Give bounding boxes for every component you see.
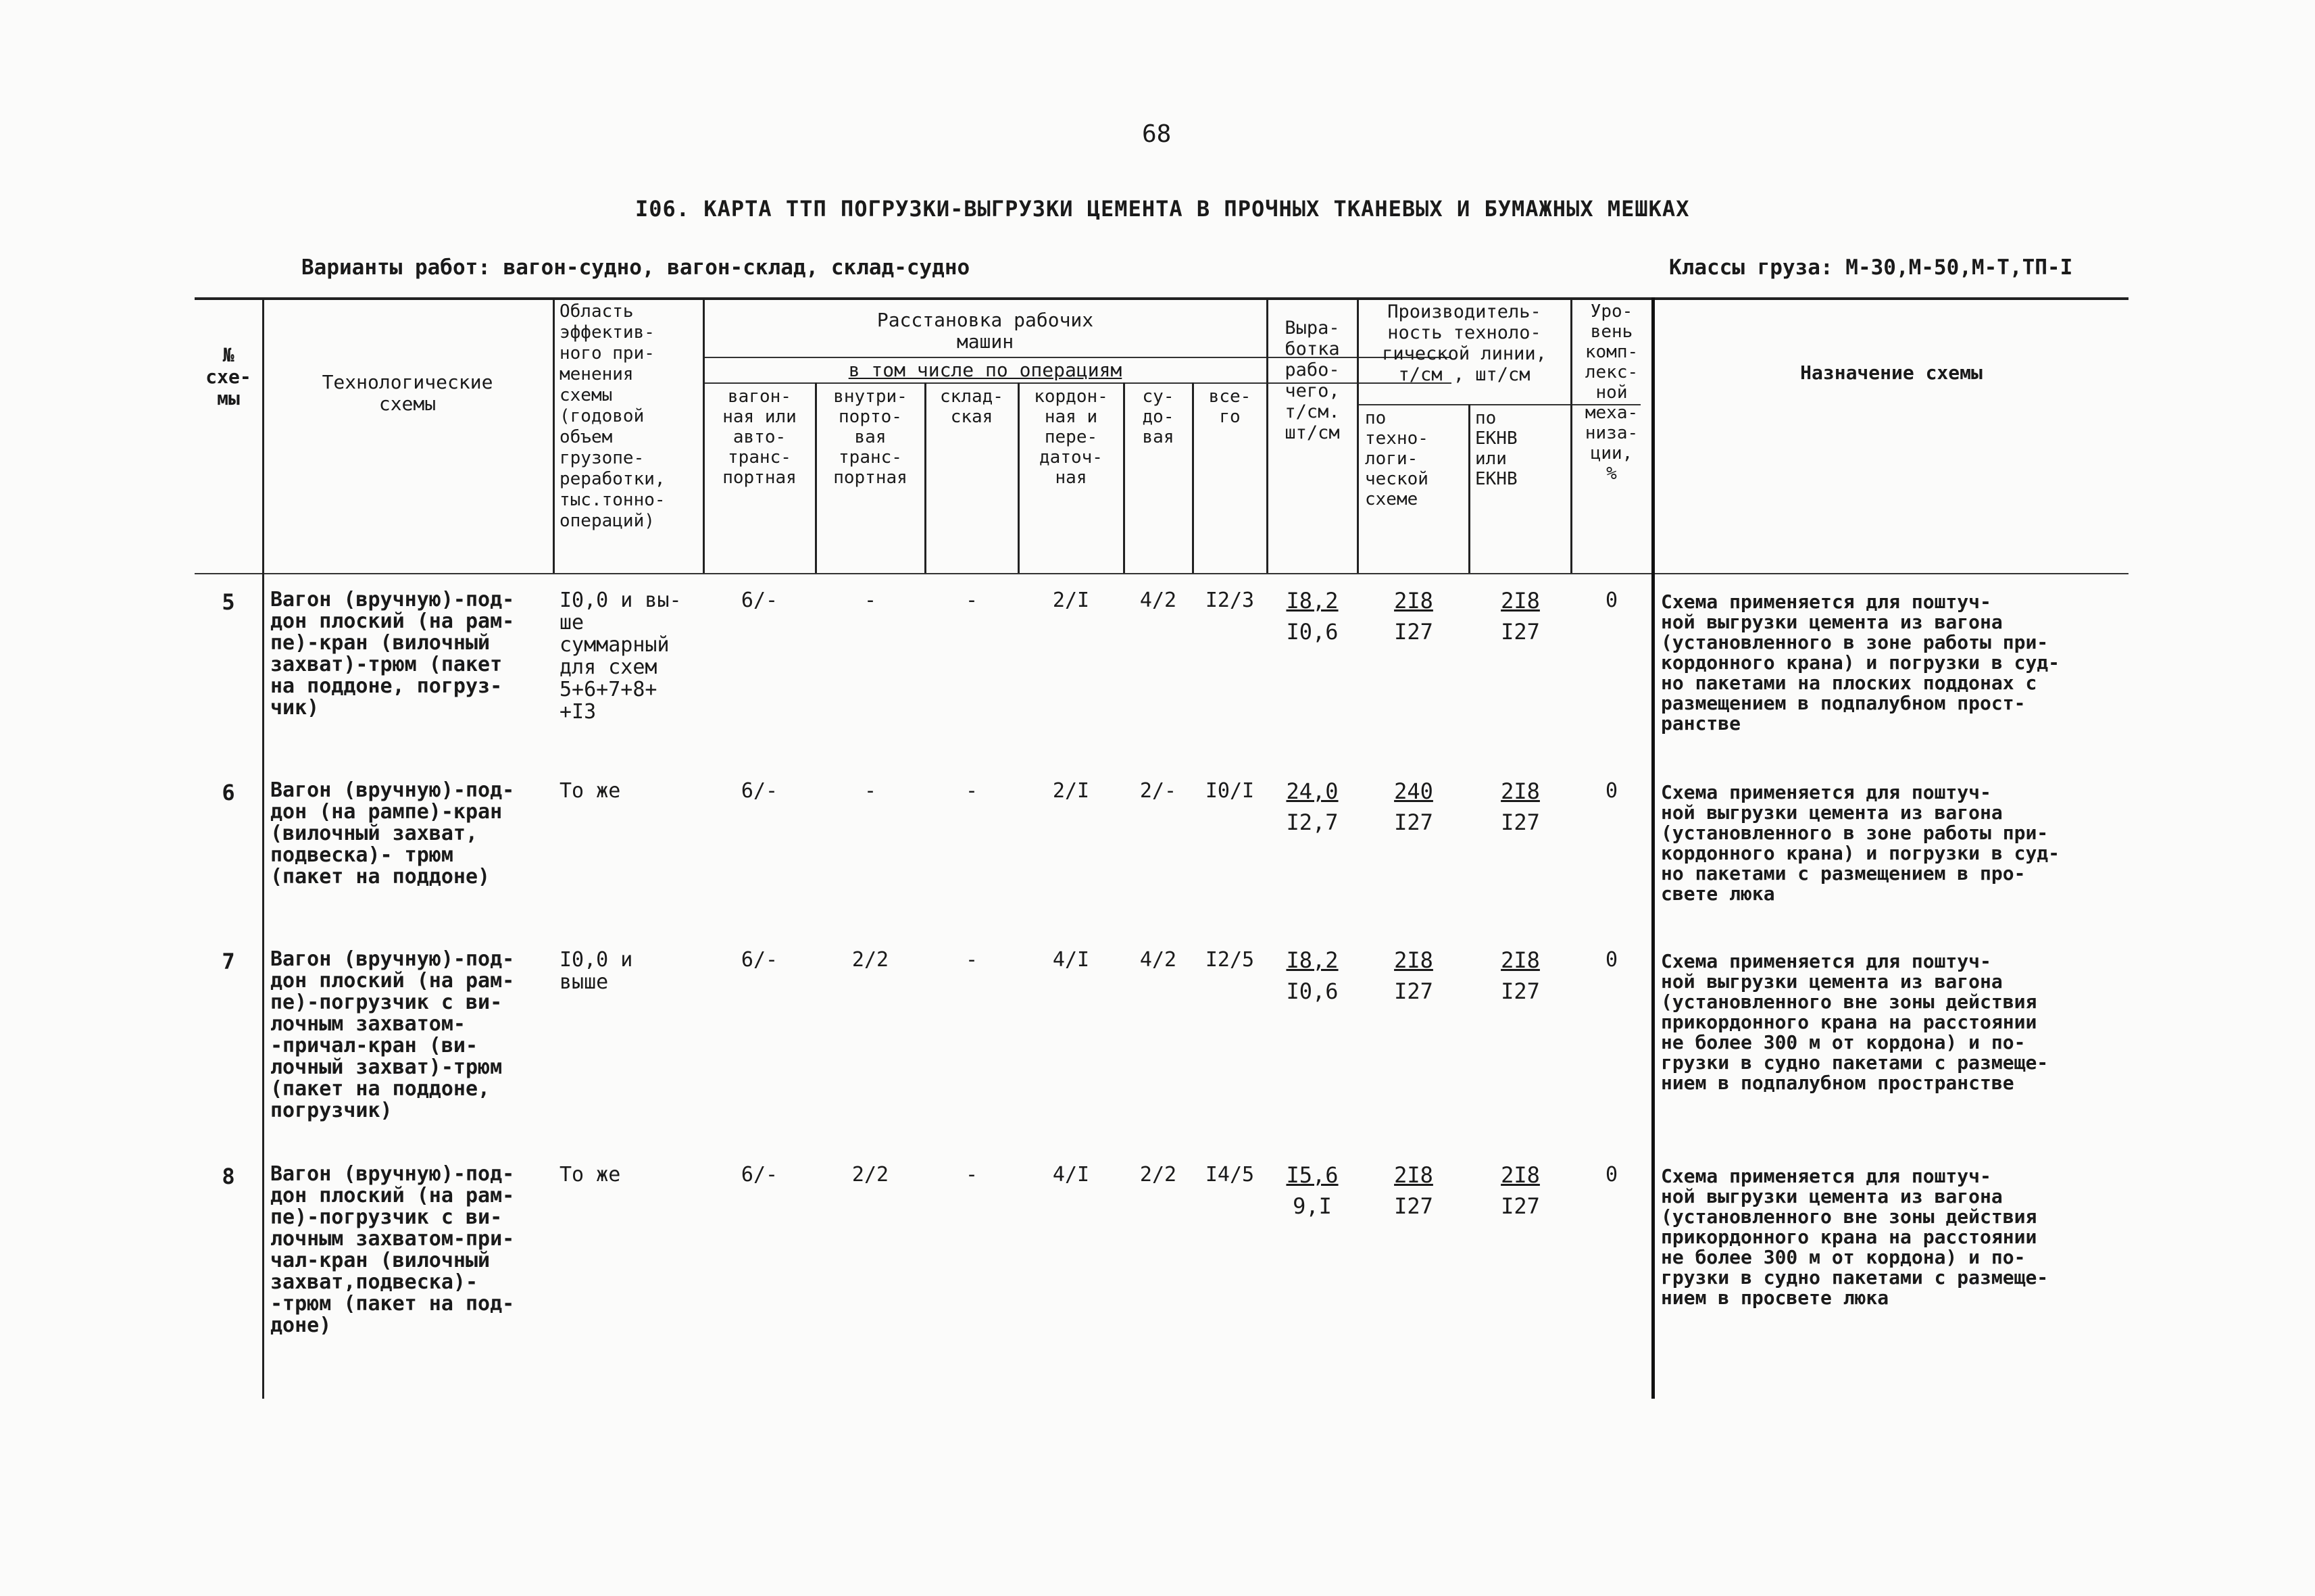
header-including: в том числе по операциям: [848, 359, 1122, 381]
table-top-rule: [195, 297, 2129, 300]
header-bottom-rule: [195, 573, 2129, 574]
col-divider: [1018, 382, 1020, 573]
col-divider: [1570, 297, 1572, 573]
header-total: все- го: [1208, 386, 1251, 427]
row-warehouse: -: [965, 779, 978, 803]
row-internal: 2/2: [851, 1163, 889, 1187]
row-internal: 2/2: [851, 948, 889, 972]
row-output: $\frac{I5,6}{9,I}$: [1286, 1162, 1339, 1219]
header-productivity: Производитель- ность техноло- гической линии, т/см , шт/см: [1382, 301, 1547, 385]
row-internal: -: [864, 779, 877, 803]
row-ship: 2/-: [1139, 779, 1177, 803]
header-purpose: Назначение схемы: [1800, 361, 1983, 384]
header-num: № схе- мы: [205, 344, 251, 409]
col-divider: [924, 382, 926, 573]
header-placement: Расстановка рабочих машин: [876, 309, 1094, 353]
row-num: 8: [222, 1164, 235, 1189]
row-ship: 4/2: [1139, 589, 1177, 612]
row-total: I2/3: [1205, 589, 1255, 612]
header-warehouse: склад- ская: [940, 386, 1003, 427]
row-num: 7: [222, 949, 235, 974]
col-divider: [1266, 297, 1268, 573]
row-area: I0,0 и вы- ше суммарный для схем 5+6+7+8+ +I3: [559, 589, 682, 724]
col-divider: [815, 382, 817, 573]
row-wagon: 6/-: [741, 779, 778, 803]
row-warehouse: -: [965, 948, 978, 972]
row-purpose: Схема применяется для поштуч- ной выгрузки цемента из вагона (установленного в зоне работы при- кордонного крана) и погрузки в суд- но пакетами с размещением в про- свете люка: [1661, 781, 2060, 905]
col-divider: [1357, 297, 1359, 573]
row-by-eknv: $\frac{2I8}{I27}$: [1501, 588, 1540, 645]
row-kordon: 4/I: [1052, 1163, 1090, 1187]
row-total: I0/I: [1205, 779, 1255, 803]
col-divider: [1123, 382, 1125, 573]
col-divider: [703, 297, 705, 573]
row-mech: 0: [1605, 1163, 1618, 1187]
col-divider: [1192, 382, 1194, 573]
header-by-eknv: по ЕКНВ или ЕКНВ: [1475, 408, 1518, 489]
header-wagon: вагон- ная или авто- транс- портная: [722, 386, 797, 488]
row-mech: 0: [1605, 779, 1618, 803]
row-by-scheme: $\frac{2I8}{I27}$: [1394, 588, 1433, 645]
col-divider: [262, 297, 264, 1399]
row-ship: 2/2: [1139, 1163, 1177, 1187]
row-kordon: 4/I: [1052, 948, 1090, 972]
row-output: $\frac{I8,2}{I0,6}$: [1286, 588, 1339, 645]
row-mech: 0: [1605, 948, 1618, 972]
header-mech-level: Уро- вень комп- лекс- ной меха- низа- ции, %: [1585, 301, 1639, 484]
row-output: $\frac{I8,2}{I0,6}$: [1286, 947, 1339, 1004]
row-kordon: 2/I: [1052, 779, 1090, 803]
col-divider: [553, 297, 555, 573]
cargo-classes: Классы груза: М-30,М-50,М-Т,ТП-I: [1669, 255, 2073, 280]
row-by-scheme: $\frac{240}{I27}$: [1394, 778, 1433, 835]
row-scheme: Вагон (вручную)-под- дон плоский (на рам- пе)-погрузчик с ви- лочным захватом-при- чал-кран (вилочный захват,подвеска)- -трюм (пакет на под- доне): [270, 1162, 515, 1337]
header-output: Выра- ботка рабо- чего, т/см. шт/см: [1285, 318, 1340, 443]
header-ship: су- до- вая: [1142, 386, 1174, 447]
row-mech: 0: [1605, 589, 1618, 612]
row-warehouse: -: [965, 589, 978, 612]
row-warehouse: -: [965, 1163, 978, 1187]
col-divider: [1468, 404, 1470, 573]
row-wagon: 6/-: [741, 589, 778, 612]
header-by-scheme: по техно- логи- ческой схеме: [1365, 408, 1428, 509]
row-area: То же: [559, 779, 621, 803]
row-scheme: Вагон (вручную)-под- дон плоский (на рам- пе)-кран (вилочный захват)-трюм (пакет на поддоне, погруз- чик): [270, 588, 515, 720]
row-area: То же: [559, 1163, 621, 1187]
row-total: I4/5: [1205, 1163, 1255, 1187]
row-purpose: Схема применяется для поштуч- ной выгрузки цемента из вагона (установленного вне зоны действия прикордонного крана на расстоянии не более 300 м от кордона) и по- грузки в судно пакетами с размеще- нием в подпалубном пространстве: [1661, 950, 2049, 1094]
row-internal: -: [864, 589, 877, 612]
ttp-table: [195, 297, 2129, 1399]
row-wagon: 6/-: [741, 1163, 778, 1187]
row-scheme: Вагон (вручную)-под- дон плоский (на рам- пе)-погрузчик с ви- лочным захватом- -причал-кран (ви- лочный захват)-трюм (пакет на поддоне, погрузчик): [270, 947, 515, 1122]
row-kordon: 2/I: [1052, 589, 1090, 612]
row-output: $\frac{24,0}{I2,7}$: [1286, 778, 1339, 835]
row-by-eknv: $\frac{2I8}{I27}$: [1501, 947, 1540, 1004]
row-purpose: Схема применяется для поштуч- ной выгрузки цемента из вагона (установленного в зоне работы при- кордонного крана) и погрузки в суд- но пакетами на плоских поддонах с размещением в подпалубном прост- ранстве: [1661, 591, 2060, 734]
row-num: 5: [222, 589, 235, 615]
header-internal: внутри- порто- вая транс- портная: [833, 386, 907, 488]
col-divider: [1651, 297, 1655, 1399]
document-title: I06. КАРТА ТТП ПОГРУЗКИ-ВЫГРУЗКИ ЦЕМЕНТА В ПРОЧНЫХ ТКАНЕВЫХ И БУМАЖНЫХ МЕШКАХ: [635, 196, 1690, 222]
header-schemes: Технологические схемы: [322, 371, 493, 415]
row-by-scheme: $\frac{2I8}{I27}$: [1394, 1162, 1433, 1219]
row-by-eknv: $\frac{2I8}{I27}$: [1501, 778, 1540, 835]
row-num: 6: [222, 780, 235, 805]
row-wagon: 6/-: [741, 948, 778, 972]
header-area: Область эффектив- ного при- менения схемы (годовой объем грузопе- реработки, тыс.тонно- операций): [559, 301, 666, 531]
row-by-eknv: $\frac{2I8}{I27}$: [1501, 1162, 1540, 1219]
row-by-scheme: $\frac{2I8}{I27}$: [1394, 947, 1433, 1004]
page-number: 68: [1142, 120, 1172, 148]
row-total: I2/5: [1205, 948, 1255, 972]
header-kordon: кордон- ная и пере- даточ- ная: [1034, 386, 1108, 488]
row-ship: 4/2: [1139, 948, 1177, 972]
row-purpose: Схема применяется для поштуч- ной выгрузки цемента из вагона (установленного вне зоны действия прикордонного крана на расстоянии не более 300 м от кордона) и по- грузки в судно пакетами с размеще- нием в просвете люка: [1661, 1165, 2049, 1309]
work-variants: Варианты работ: вагон-судно, вагон-склад, склад-судно: [301, 255, 970, 280]
row-area: I0,0 и выше: [559, 948, 633, 994]
row-scheme: Вагон (вручную)-под- дон (на рампе)-кран (вилочный захват, подвеска)- трюм (пакет на поддоне): [270, 778, 515, 889]
